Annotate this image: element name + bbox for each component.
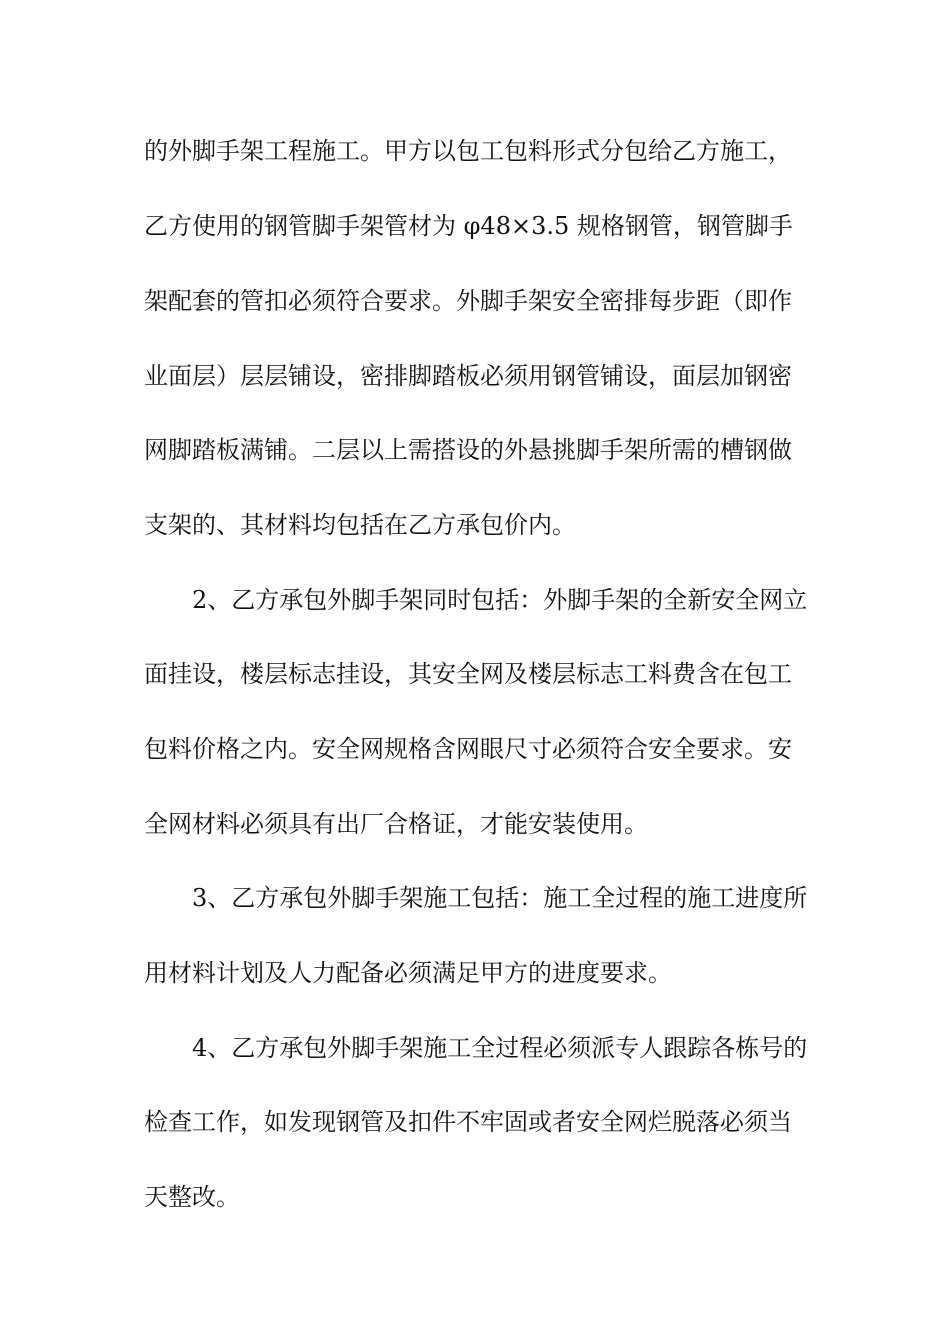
text-line: 面挂设，楼层标志挂设，其安全网及楼层标志工料费含在包工 [144,660,792,688]
text-line: 2、乙方承包外脚手架同时包括：外脚手架的全新安全网立 [192,586,808,614]
text-line: 包料价格之内。安全网规格含网眼尺寸必须符合安全要求。安 [144,735,792,763]
text-line: 4、乙方承包外脚手架施工全过程必须派专人跟踪各栋号的 [192,1034,808,1062]
text-line: 检查工作，如发现钢管及扣件不牢固或者安全网烂脱落必须当 [144,1108,792,1136]
text-line: 乙方使用的钢管脚手架管材为 φ48×3.5 规格钢管，钢管脚手 [144,212,793,240]
text-line: 用材料计划及人力配备必须满足甲方的进度要求。 [144,959,672,987]
text-line: 全网材料必须具有出厂合格证，才能安装使用。 [144,810,648,838]
text-line: 的外脚手架工程施工。甲方以包工包料形式分包给乙方施工， [144,137,792,165]
text-line: 支架的、其材料均包括在乙方承包价内。 [144,511,576,539]
text-line: 天整改。 [144,1183,240,1211]
text-line: 网脚踏板满铺。二层以上需搭设的外悬挑脚手架所需的槽钢做 [144,436,792,464]
text-line: 3、乙方承包外脚手架施工包括：施工全过程的施工进度所 [192,884,808,912]
text-line: 架配套的管扣必须符合要求。外脚手架安全密排每步距（即作 [144,287,792,315]
text-line: 业面层）层层铺设，密排脚踏板必须用钢管铺设，面层加钢密 [144,362,792,390]
